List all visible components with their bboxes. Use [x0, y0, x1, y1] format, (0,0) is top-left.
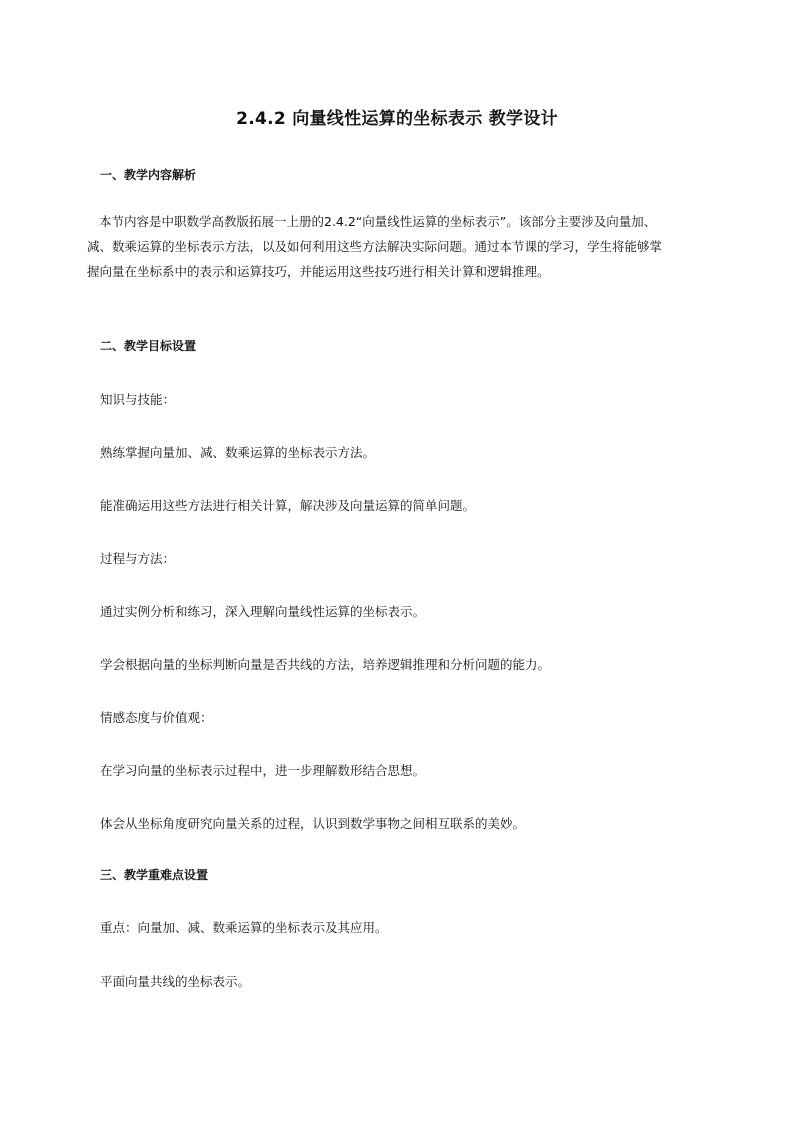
emotion-item: 在学习向量的坐标表示过程中，进一步理解数形结合思想。 [100, 763, 426, 778]
key-point: 重点：向量加、减、数乘运算的坐标表示及其应用。 [100, 920, 388, 935]
process-label: 过程与方法： [100, 551, 176, 566]
paragraph-line: 握向量在坐标系中的表示和运算技巧，并能运用这些技巧进行相关计算和逻辑推理。 [87, 264, 550, 279]
knowledge-item: 熟练掌握向量加、减、数乘运算的坐标表示方法。 [100, 445, 376, 460]
section1-heading: 一、教学内容解析 [100, 168, 197, 182]
section1-paragraph [87, 209, 727, 284]
section3-heading: 三、教学重难点设置 [100, 868, 209, 882]
emotion-item: 体会从坐标角度研究向量关系的过程，认识到数学事物之间相互联系的美妙。 [100, 816, 526, 831]
collinear-point: 平面向量共线的坐标表示。 [100, 974, 251, 989]
knowledge-label: 知识与技能： [100, 392, 176, 407]
process-item: 学会根据向量的坐标判断向量是否共线的方法，培养逻辑推理和分析问题的能力。 [100, 657, 551, 672]
knowledge-item: 能准确运用这些方法进行相关计算，解决涉及向量运算的简单问题。 [100, 498, 476, 513]
section2-heading: 二、教学目标设置 [100, 339, 197, 353]
document-title: 2.4.2 向量线性运算的坐标表示 教学设计 [236, 109, 558, 129]
paragraph-line: 减、数乘运算的坐标表示方法，以及如何利用这些方法解决实际问题。通过本节课的学习，学生将能够掌 [87, 239, 663, 254]
process-item: 通过实例分析和练习，深入理解向量线性运算的坐标表示。 [100, 604, 426, 619]
paragraph-line: 本节内容是中职数学高教版拓展一上册的2.4.2“向量线性运算的坐标表示”。该部分主要涉及向量加、 [99, 214, 657, 229]
emotion-label: 情感态度与价值观： [100, 710, 213, 725]
